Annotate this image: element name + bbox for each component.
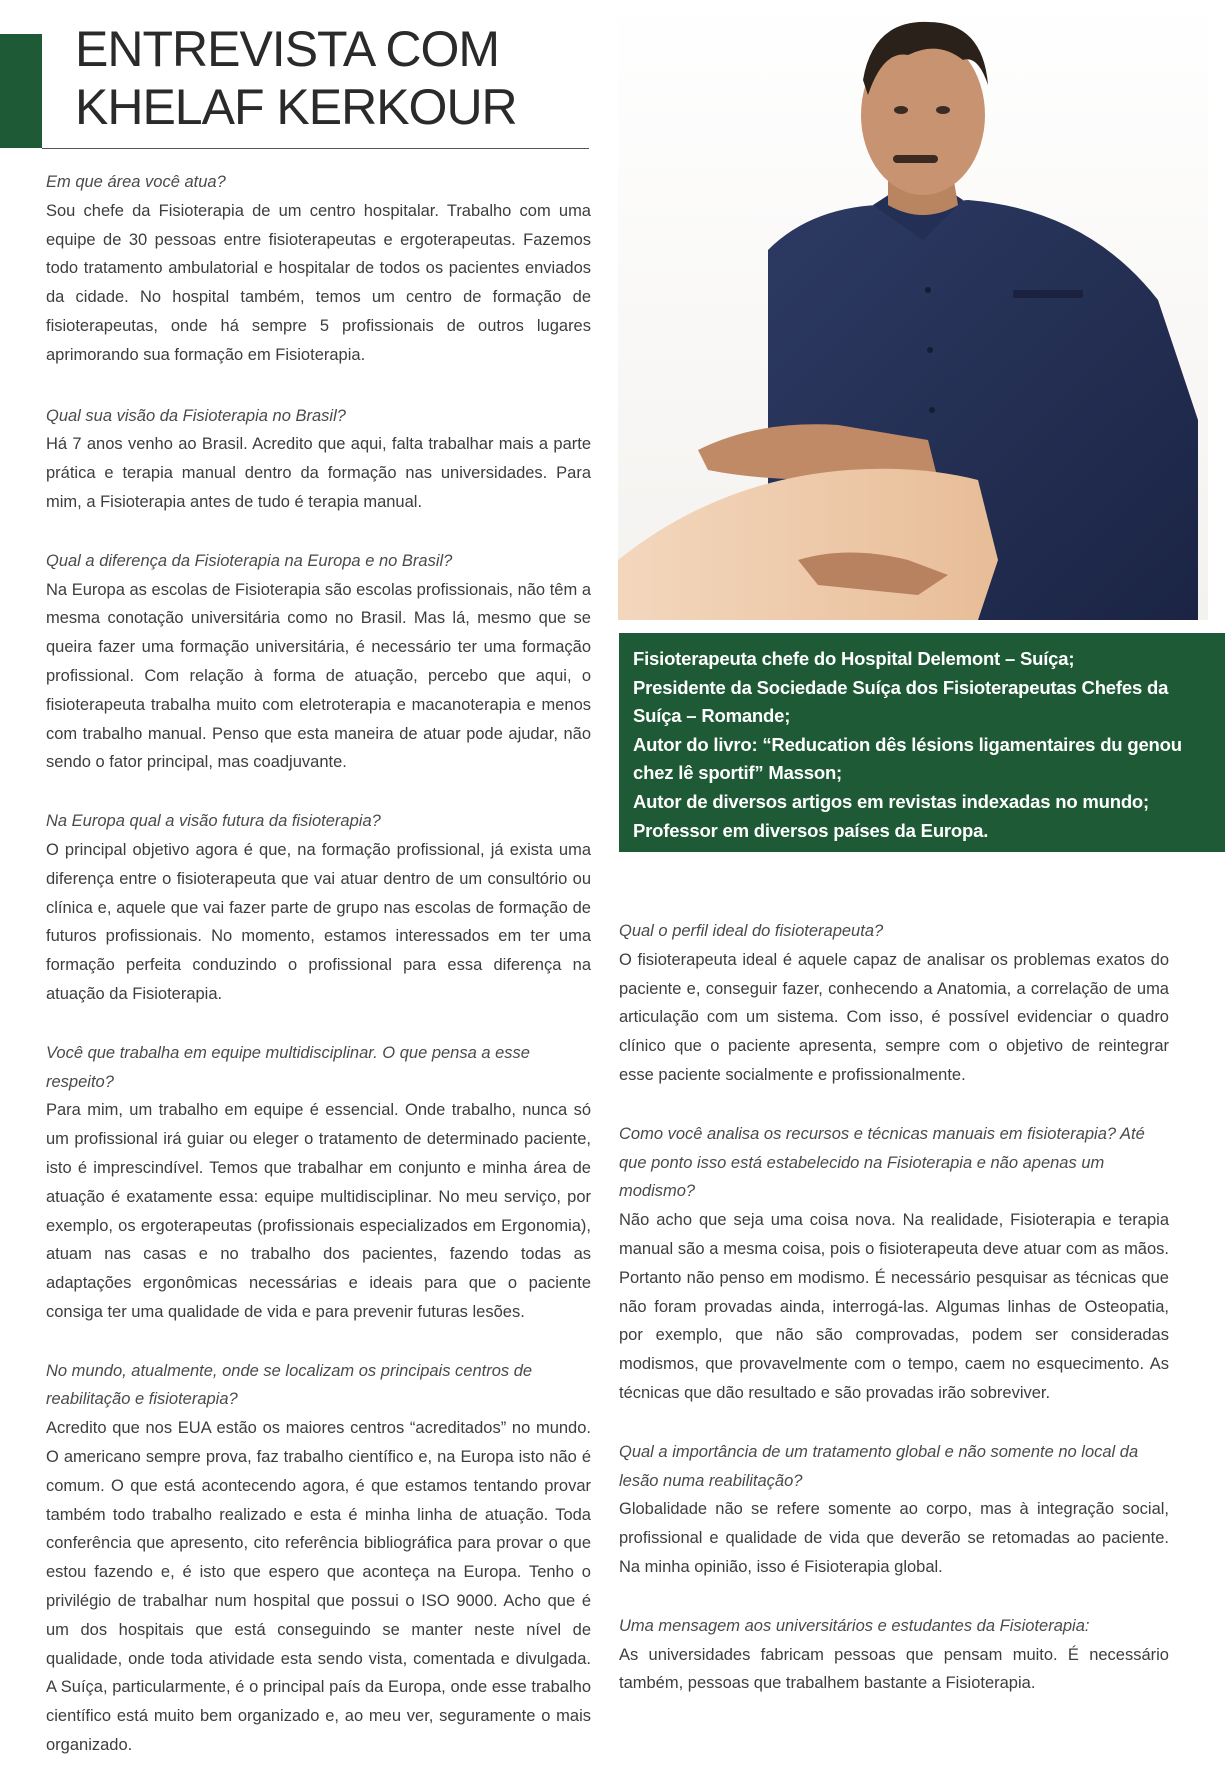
qa-block: [619, 1438, 1169, 1582]
bio-line: chez lê sportif” Masson;: [633, 762, 843, 784]
interview-answer: Globalidade não se refere somente ao corpo, mas à integração social, profissional e qualidade de vida que deverão se retomadas ao paciente. Na minha opinião, isso é Fisioterapia global.: [619, 1500, 1169, 1576]
interview-question: Qual a diferença da Fisioterapia na Europa e no Brasil?: [46, 551, 453, 570]
interview-answer: Para mim, um trabalho em equipe é essencial. Onde trabalho, nunca só um profissional irá guiar ou eleger o tratamento de determinado paciente, isto é imprescindível. Temos que trabalhar em conjunto e minha área de atuação é exatamente essa: equipe multidisciplinar. No meu serviço, por exemplo, os ergoterapeutas (profissionais especializados em Ergonomia), atuam nas casas e no trabalho dos pacientes, fazendo todas as adaptações ergonômicas necessárias e ideais para que o paciente consiga ter uma qualidade de vida e para prevenir futuras lesões.: [46, 1101, 591, 1321]
interview-question: Você que trabalha em equipe multidisciplinar. O que pensa a esse respeito?: [46, 1043, 530, 1091]
qa-block: [46, 168, 591, 370]
interview-question: Em que área você atua?: [46, 173, 226, 191]
interview-question: Como você analisa os recursos e técnicas manuais em fisioterapia? Até que ponto isso está estabelecido na Fisioterapia e não apenas um modismo?: [619, 1124, 1145, 1201]
qa-block: [46, 402, 591, 517]
page-title: [75, 20, 595, 136]
bio-line: Fisioterapeuta chefe do Hospital Delemont – Suíça;: [633, 648, 1075, 669]
qa-block: [46, 1357, 591, 1760]
interview-answer: Acredito que nos EUA estão os maiores centros “acreditados” no mundo. O americano sempre prova, faz trabalho científico e, na Europa isto não é comum. O que está acontecendo agora, é que estamos tentando provar também todo trabalho realizado e esta é minha linha de atuação. Toda conferência que apresento, cito referência bibliográfica para provar o que estou fazendo e, é isto que espero que aconteça na Europa. Tenho o privilégio de trabalhar num hospital que possui o ISO 9000. Acho que é um dos hospitais que está conseguindo se manter neste nível de qualidade, onde toda atividade esta sendo vista, comentada e divulgada. A Suíça, particularmente, é o principal país da Europa, onde esse trabalho científico está muito bem organizado e, ao meu ver, seguramente o mais organizado.: [46, 1419, 591, 1755]
bio-line: Autor do livro: “Reducation dês lésions ligamentaires du genou: [633, 733, 1182, 755]
title-line-1: ENTREVISTA COM: [75, 21, 500, 77]
interview-answer: O principal objetivo agora é que, na formação profissional, já exista uma diferença entre o fisioterapeuta que vai atuar dentro de um consultório ou clínica e, aquele que vai fazer parte de grupo nas escolas de formação de futuros profissionais. No momento, estamos interessados em ter uma formação perfeita conduzindo o profissional para essa diferença na atuação da Fisioterapia.: [46, 840, 591, 1003]
bio-caption-box: [619, 633, 1225, 852]
interview-answer: Não acho que seja uma coisa nova. Na realidade, Fisioterapia e terapia manual são a mesma coisa, pois o fisioterapeuta deve atuar com as mãos. Portanto não penso em modismo. É necessário pesquisar as técnicas que não foram provadas ainda, interrogá-las. Algumas linhas de Osteopatia, por exemplo, que não são comprovadas, podem ser consideradas modismos, que provavelmente com o tempo, caem no esquecimento. As técnicas que dão resultado e são provadas irão sobreviver.: [619, 1211, 1169, 1402]
interview-question: Na Europa qual a visão futura da fisioterapia?: [46, 812, 381, 831]
left-column: [46, 168, 591, 1790]
interview-answer: As universidades fabricam pessoas que pensam muito. É necessário também, pessoas que trabalhem bastante a Fisioterapia.: [619, 1645, 1169, 1693]
qa-block: [46, 547, 591, 777]
interview-question: Qual a importância de um tratamento global e não somente no local da lesão numa reabilitação?: [619, 1442, 1139, 1490]
interview-answer: Na Europa as escolas de Fisioterapia são escolas profissionais, não têm a mesma conotação universitária como no Brasil. Mas lá, mesmo que se queira fazer uma formação universitária, é necessário ter uma formação profissional. Com relação à forma de atuação, percebo que aqui, o fisioterapeuta trabalha muito com eletroterapia e macanoterapia e menos com trabalho manual. Penso que esta maneira de atuar pode ajudar, não sendo o fator principal, mas coadjuvante.: [46, 580, 591, 772]
title-divider: [42, 148, 589, 149]
right-column: [619, 917, 1169, 1728]
qa-block: [46, 807, 591, 1009]
qa-block: [46, 1039, 591, 1327]
interviewee-photo-illustration: [618, 0, 1208, 620]
interview-question: Qual o perfil ideal do fisioterapeuta?: [619, 922, 884, 940]
interview-question: No mundo, atualmente, onde se localizam os principais centros de reabilitação e fisioterapia?: [46, 1361, 533, 1409]
interview-answer: Há 7 anos venho ao Brasil. Acredito que aqui, falta trabalhar mais a parte prática e terapia manual dentro da formação nas universidades. Para mim, a Fisioterapia antes de tudo é terapia manual.: [46, 435, 591, 511]
bio-line: Presidente da Sociedade Suíça dos Fisioterapeutas Chefes da: [633, 676, 1169, 698]
qa-block: [619, 1612, 1169, 1698]
bio-line: Autor de diversos artigos em revistas indexadas no mundo;: [633, 790, 1149, 812]
interview-answer: O fisioterapeuta ideal é aquele capaz de analisar os problemas exatos do paciente e, conseguir fazer, conhecendo a Anatomia, a correlação de uma articulação com um sistema. Com isso, é possível evidenciar o quadro clínico que o paciente apresenta, sempre com o objetivo de reintegrar esse paciente socialmente e profissionalmente.: [619, 950, 1169, 1084]
interview-answer: Sou chefe da Fisioterapia de um centro hospitalar. Trabalho com uma equipe de 30 pessoas entre fisioterapeutas e ergoterapeutas. Fazemos todo tratamento ambulatorial e hospitalar de todos os pacientes enviados da cidade. No hospital também, temos um centro de formação de fisioterapeutas, onde há sempre 5 profissionais de outros lugares aprimorando sua formação em Fisioterapia.: [46, 201, 591, 364]
interviewee-photo: [618, 0, 1208, 620]
title-line-2: KHELAF KERKOUR: [75, 79, 517, 135]
qa-block: [619, 917, 1169, 1090]
bio-line: Suíça – Romande;: [633, 705, 791, 727]
title-accent-bar: [0, 34, 42, 148]
interview-question: Qual sua visão da Fisioterapia no Brasil?: [46, 406, 346, 425]
bio-line: Professor em diversos países da Europa.: [633, 819, 989, 841]
interview-question: Uma mensagem aos universitários e estudantes da Fisioterapia:: [619, 1616, 1090, 1635]
qa-block: [619, 1120, 1169, 1408]
